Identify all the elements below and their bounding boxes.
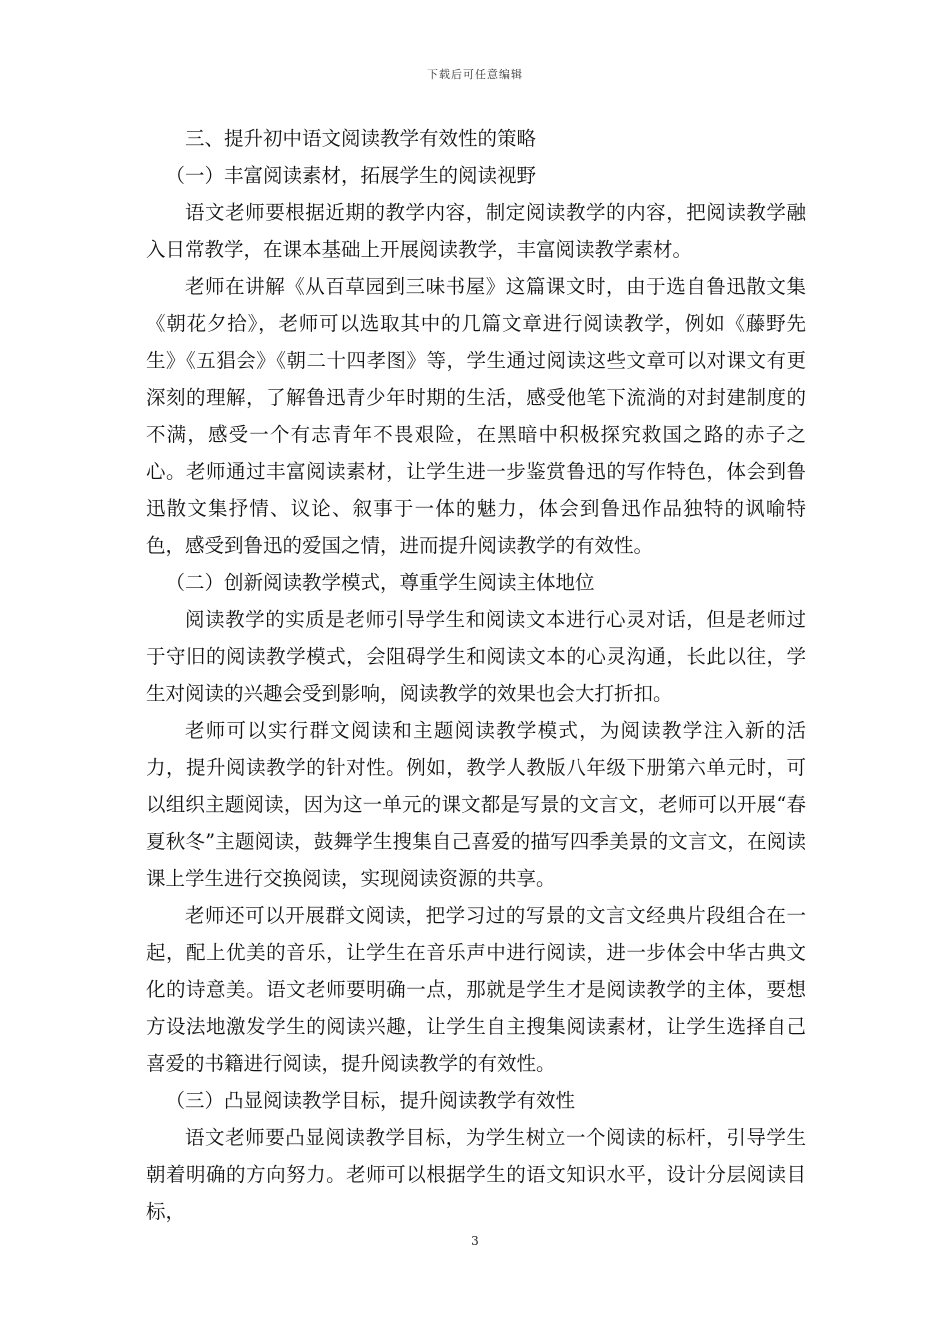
page-number: 3 (471, 1234, 479, 1248)
subsection-title-2: （二）创新阅读教学模式，尊重学生阅读主体地位 (165, 571, 595, 594)
paragraph-1: 语文老师要根据近期的教学内容，制定阅读教学的内容，把阅读教学融入日常教学，在课本基础上开展阅读教学，丰富阅读教学素材。 (146, 201, 806, 261)
paragraph-6: 语文老师要凸显阅读教学目标，为学生树立一个阅读的标杆，引导学生朝着明确的方向努力。老师可以根据学生的语文知识水平，设计分层阅读目标， (146, 1126, 806, 1223)
document-body (146, 120, 806, 1230)
section-title: 三、提升初中语文阅读教学有效性的策略 (185, 127, 537, 150)
page-header: 下载后可任意编辑 (427, 68, 523, 81)
paragraph-4: 老师可以实行群文阅读和主题阅读教学模式，为阅读教学注入新的活力，提升阅读教学的针对性。例如，教学人教版八年级下册第六单元时，可以组织主题阅读，因为这一单元的课文都是写景的文言文，老师可以开展“春夏秋冬”主题阅读，鼓舞学生搜集自己喜爱的描写四季美景的文言文，在阅读课上学生进行交换阅读，实现阅读资源的共享。 (146, 719, 806, 890)
paragraph-3: 阅读教学的实质是老师引导学生和阅读文本进行心灵对话，但是老师过于守旧的阅读教学模式，会阻碍学生和阅读文本的心灵沟通，长此以往，学生对阅读的兴趣会受到影响，阅读教学的效果也会大打折扣。 (146, 608, 806, 705)
paragraph-2: 老师在讲解《从百草园到三味书屋》这篇课文时，由于选自鲁迅散文集《朝花夕拾》，老师可以选取其中的几篇文章进行阅读教学，例如《藤野先生》《五猖会》《朝二十四孝图》等，学生通过阅读这些文章可以对课文有更深刻的理解，了解鲁迅青少年时期的生活，感受他笔下流淌的对封建制度的不满，感受一个有志青年不畏艰险，在黑暗中积极探究救国之路的赤子之心。老师通过丰富阅读素材，让学生进一步鉴赏鲁迅的写作特色，体会到鲁迅散文集抒情、议论、叙事于一体的魅力，体会到鲁迅作品独特的讽喻特色，感受到鲁迅的爱国之情，进而提升阅读教学的有效性。 (146, 275, 806, 557)
subsection-title-3: （三）凸显阅读教学目标，提升阅读教学有效性 (165, 1089, 576, 1112)
subsection-title-1: （一）丰富阅读素材，拓展学生的阅读视野 (165, 164, 537, 187)
paragraph-5: 老师还可以开展群文阅读，把学习过的写景的文言文经典片段组合在一起，配上优美的音乐，让学生在音乐声中进行阅读，进一步体会中华古典文化的诗意美。语文老师要明确一点，那就是学生才是阅读教学的主体，要想方设法地激发学生的阅读兴趣，让学生自主搜集阅读素材，让学生选择自己喜爱的书籍进行阅读，提升阅读教学的有效性。 (146, 904, 806, 1075)
